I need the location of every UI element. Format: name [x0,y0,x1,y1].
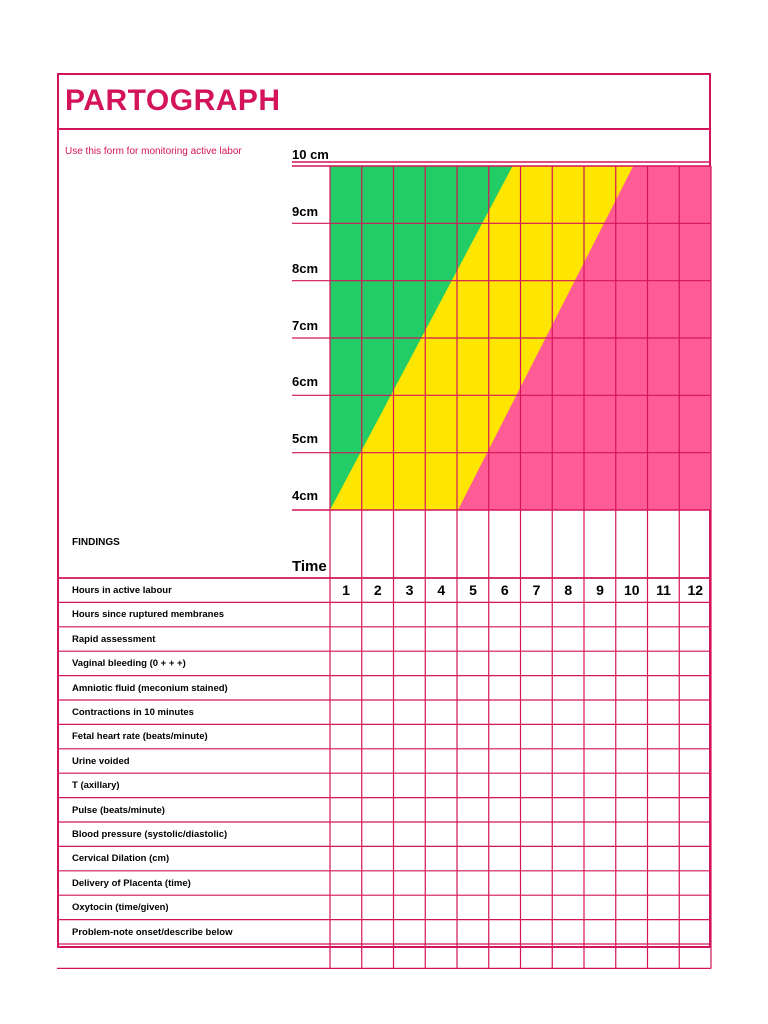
entry-cell[interactable] [395,652,425,674]
findings-heading: FINDINGS [72,537,120,548]
entry-cell[interactable] [458,799,488,821]
entry-cell[interactable] [490,628,520,650]
entry-cell[interactable] [395,847,425,869]
entry-cell[interactable] [649,896,679,918]
hour-header-7: 7 [532,582,541,598]
entry-cell[interactable] [680,847,710,869]
entry-cell[interactable] [363,750,393,772]
dilation-label-8cm: 8cm [292,261,319,276]
entry-cell[interactable] [395,725,425,747]
entry-cell[interactable] [363,896,393,918]
entry-cell[interactable] [363,603,393,625]
entry-cell[interactable] [395,628,425,650]
entry-cell[interactable] [522,872,552,894]
entry-cell[interactable] [363,774,393,796]
entry-cell[interactable] [617,774,647,796]
entry-cell[interactable] [649,847,679,869]
entry-cell[interactable] [617,652,647,674]
entry-cell[interactable] [649,774,679,796]
entry-cell[interactable] [553,774,583,796]
entry-cell[interactable] [331,701,361,723]
entry-cell[interactable] [553,847,583,869]
entry-cell[interactable] [522,774,552,796]
entry-cell[interactable] [680,750,710,772]
entry-cell[interactable] [522,799,552,821]
entry-cell[interactable] [458,603,488,625]
entry-cell[interactable] [331,652,361,674]
entry-cell[interactable] [363,799,393,821]
entry-cell[interactable] [363,847,393,869]
entry-cell[interactable] [617,750,647,772]
entry-cell[interactable] [680,603,710,625]
page-title: PARTOGRAPH [65,84,281,117]
entry-cell[interactable] [331,677,361,699]
entry-cell[interactable] [585,677,615,699]
entry-cell[interactable] [649,872,679,894]
entry-cell[interactable] [395,921,425,943]
entry-cell[interactable] [649,750,679,772]
entry-cell[interactable] [680,823,710,845]
entry-cell[interactable] [363,652,393,674]
entry-cell[interactable] [617,677,647,699]
entry-cell[interactable] [649,799,679,821]
entry-cell[interactable] [490,872,520,894]
entry-cell[interactable] [553,823,583,845]
entry-cell[interactable] [331,628,361,650]
hour-header-3: 3 [405,582,414,598]
findings-row-label: Pulse (beats/minute) [72,804,165,816]
dilation-label-10cm: 10 cm [292,147,329,162]
entry-cell[interactable] [617,701,647,723]
entry-cell[interactable] [649,921,679,943]
dilation-label-6cm: 6cm [292,374,319,389]
entry-cell[interactable] [649,628,679,650]
entry-cell[interactable] [585,823,615,845]
entry-cell[interactable] [617,628,647,650]
entry-cell[interactable] [395,603,425,625]
entry-cell[interactable] [363,872,393,894]
entry-cell[interactable] [426,896,456,918]
entry-cell[interactable] [553,872,583,894]
time-label: Time [292,558,327,575]
entry-cell[interactable] [680,872,710,894]
findings-row-label: Oxytocin (time/given) [72,902,169,914]
dilation-label-9cm: 9cm [292,204,319,219]
entry-cell[interactable] [553,701,583,723]
hour-header-5: 5 [469,582,477,598]
entry-cell[interactable] [363,921,393,943]
hour-header-12: 12 [687,582,704,598]
entry-cell[interactable] [649,823,679,845]
findings-row-label: Blood pressure (systolic/diastolic) [72,829,228,840]
entry-cell[interactable] [490,823,520,845]
entry-cell[interactable] [585,725,615,747]
entry-cell[interactable] [680,725,710,747]
entry-cell[interactable] [553,896,583,918]
entry-cell[interactable] [617,725,647,747]
hour-header-9: 9 [596,582,604,598]
entry-cell[interactable] [553,921,583,943]
entry-cell[interactable] [458,701,488,723]
entry-cell[interactable] [585,701,615,723]
entry-cell[interactable] [680,799,710,821]
entry-cell[interactable] [553,628,583,650]
entry-cell[interactable] [522,628,552,650]
entry-cell[interactable] [458,628,488,650]
entry-cell[interactable] [363,628,393,650]
entry-cell[interactable] [585,799,615,821]
entry-cell[interactable] [458,921,488,943]
entry-cell[interactable] [522,823,552,845]
entry-cell[interactable] [680,652,710,674]
entry-cell[interactable] [680,677,710,699]
entry-cell[interactable] [363,725,393,747]
entry-cell[interactable] [585,847,615,869]
entry-cell[interactable] [426,872,456,894]
form-instructions: Use this form for monitoring active labor [65,146,242,157]
entry-cell[interactable] [490,921,520,943]
entry-cell[interactable] [553,799,583,821]
hour-header-1: 1 [342,582,350,598]
dilation-label-4cm: 4cm [292,488,319,503]
findings-row-label: Fetal heart rate (beats/minute) [72,731,208,743]
entry-cell[interactable] [331,725,361,747]
entry-cell[interactable] [680,896,710,918]
entry-cell[interactable] [490,750,520,772]
entry-cell[interactable] [363,701,393,723]
entry-cell[interactable] [522,896,552,918]
entry-cell[interactable] [490,701,520,723]
entry-cell[interactable] [585,872,615,894]
hour-header-6: 6 [500,582,509,598]
entry-cell[interactable] [585,603,615,625]
entry-cell[interactable] [617,603,647,625]
entry-cell[interactable] [363,677,393,699]
entry-cell[interactable] [490,677,520,699]
entry-cell[interactable] [522,847,552,869]
entry-cell[interactable] [553,652,583,674]
entry-cell[interactable] [680,628,710,650]
entry-cell[interactable] [331,872,361,894]
entry-cell[interactable] [395,677,425,699]
entry-cell[interactable] [331,799,361,821]
entry-cell[interactable] [522,603,552,625]
entry-cell[interactable] [680,774,710,796]
entry-cell[interactable] [331,896,361,918]
entry-cell[interactable] [490,774,520,796]
entry-cell[interactable] [395,896,425,918]
entry-cell[interactable] [553,677,583,699]
entry-cell[interactable] [617,847,647,869]
entry-cell[interactable] [395,701,425,723]
entry-cell[interactable] [426,774,456,796]
entry-cell[interactable] [585,628,615,650]
entry-cell[interactable] [522,725,552,747]
entry-cell[interactable] [649,652,679,674]
entry-cell[interactable] [331,823,361,845]
entry-cell[interactable] [395,799,425,821]
entry-cell[interactable] [617,823,647,845]
findings-row-label: Rapid assessment [72,633,156,645]
findings-row-label: Vaginal bleeding (0 + + +) [72,658,186,670]
entry-cell[interactable] [426,823,456,845]
findings-row-label: Hours since ruptured membranes [72,609,225,621]
hour-header-8: 8 [564,582,573,598]
entry-cell[interactable] [426,628,456,650]
entry-cell[interactable] [426,750,456,772]
entry-cell[interactable] [426,652,456,674]
entry-cell[interactable] [426,603,456,625]
findings-row-label: Cervical Dilation (cm) [72,853,170,865]
entry-cell[interactable] [522,677,552,699]
hour-header-10: 10 [623,582,640,598]
entry-cell[interactable] [331,750,361,772]
entry-cell[interactable] [458,652,488,674]
findings-row-label: Urine voided [72,755,130,767]
entry-cell[interactable] [458,677,488,699]
entry-cell[interactable] [426,799,456,821]
entry-cell[interactable] [331,847,361,869]
entry-cell[interactable] [522,701,552,723]
entry-cell[interactable] [680,921,710,943]
entry-cell[interactable] [490,652,520,674]
entry-cell[interactable] [363,823,393,845]
entry-cell[interactable] [553,603,583,625]
entry-cell[interactable] [395,774,425,796]
entry-cell[interactable] [490,603,520,625]
dilation-label-7cm: 7cm [292,318,319,333]
entry-cell[interactable] [331,774,361,796]
entry-cell[interactable] [522,921,552,943]
entry-cell[interactable] [458,823,488,845]
findings-row-label: Contractions in 10 minutes [72,707,194,718]
entry-cell[interactable] [458,774,488,796]
findings-row-label: Delivery of Placenta (time) [72,877,191,889]
entry-cell[interactable] [458,750,488,772]
entry-cell[interactable] [617,921,647,943]
findings-row-label: Hours in active labour [72,585,172,596]
entry-cell[interactable] [490,725,520,747]
entry-cell[interactable] [585,774,615,796]
entry-cell[interactable] [395,872,425,894]
entry-cell[interactable] [331,603,361,625]
entry-cell[interactable] [522,750,552,772]
entry-cell[interactable] [395,750,425,772]
entry-cell[interactable] [649,725,679,747]
hour-header-4: 4 [437,582,446,598]
entry-cell[interactable] [395,823,425,845]
entry-cell[interactable] [522,652,552,674]
entry-cell[interactable] [553,725,583,747]
entry-cell[interactable] [585,921,615,943]
entry-cell[interactable] [680,701,710,723]
entry-cell[interactable] [458,725,488,747]
entry-cell[interactable] [426,847,456,869]
entry-cell[interactable] [458,896,488,918]
entry-cell[interactable] [585,896,615,918]
entry-cell[interactable] [617,872,647,894]
entry-cell[interactable] [458,872,488,894]
hour-header-11: 11 [656,582,671,598]
entry-cell[interactable] [649,677,679,699]
findings-row-label: Amniotic fluid (meconium stained) [72,682,228,694]
entry-cell[interactable] [426,677,456,699]
entry-cell[interactable] [458,847,488,869]
entry-cell[interactable] [490,847,520,869]
findings-row-label: T (axillary) [72,780,120,792]
entry-cell[interactable] [617,896,647,918]
entry-cell[interactable] [426,725,456,747]
entry-cell[interactable] [553,750,583,772]
entry-cell[interactable] [649,701,679,723]
entry-cell[interactable] [490,896,520,918]
entry-cell[interactable] [585,652,615,674]
entry-cell[interactable] [331,921,361,943]
entry-cell[interactable] [585,750,615,772]
findings-row-label: Problem-note onset/describe below [72,926,233,938]
entry-cell[interactable] [617,799,647,821]
entry-cell[interactable] [426,921,456,943]
entry-cell[interactable] [490,799,520,821]
entry-cell[interactable] [426,701,456,723]
entry-cell[interactable] [649,603,679,625]
hour-header-2: 2 [373,582,382,598]
dilation-label-5cm: 5cm [292,431,319,446]
